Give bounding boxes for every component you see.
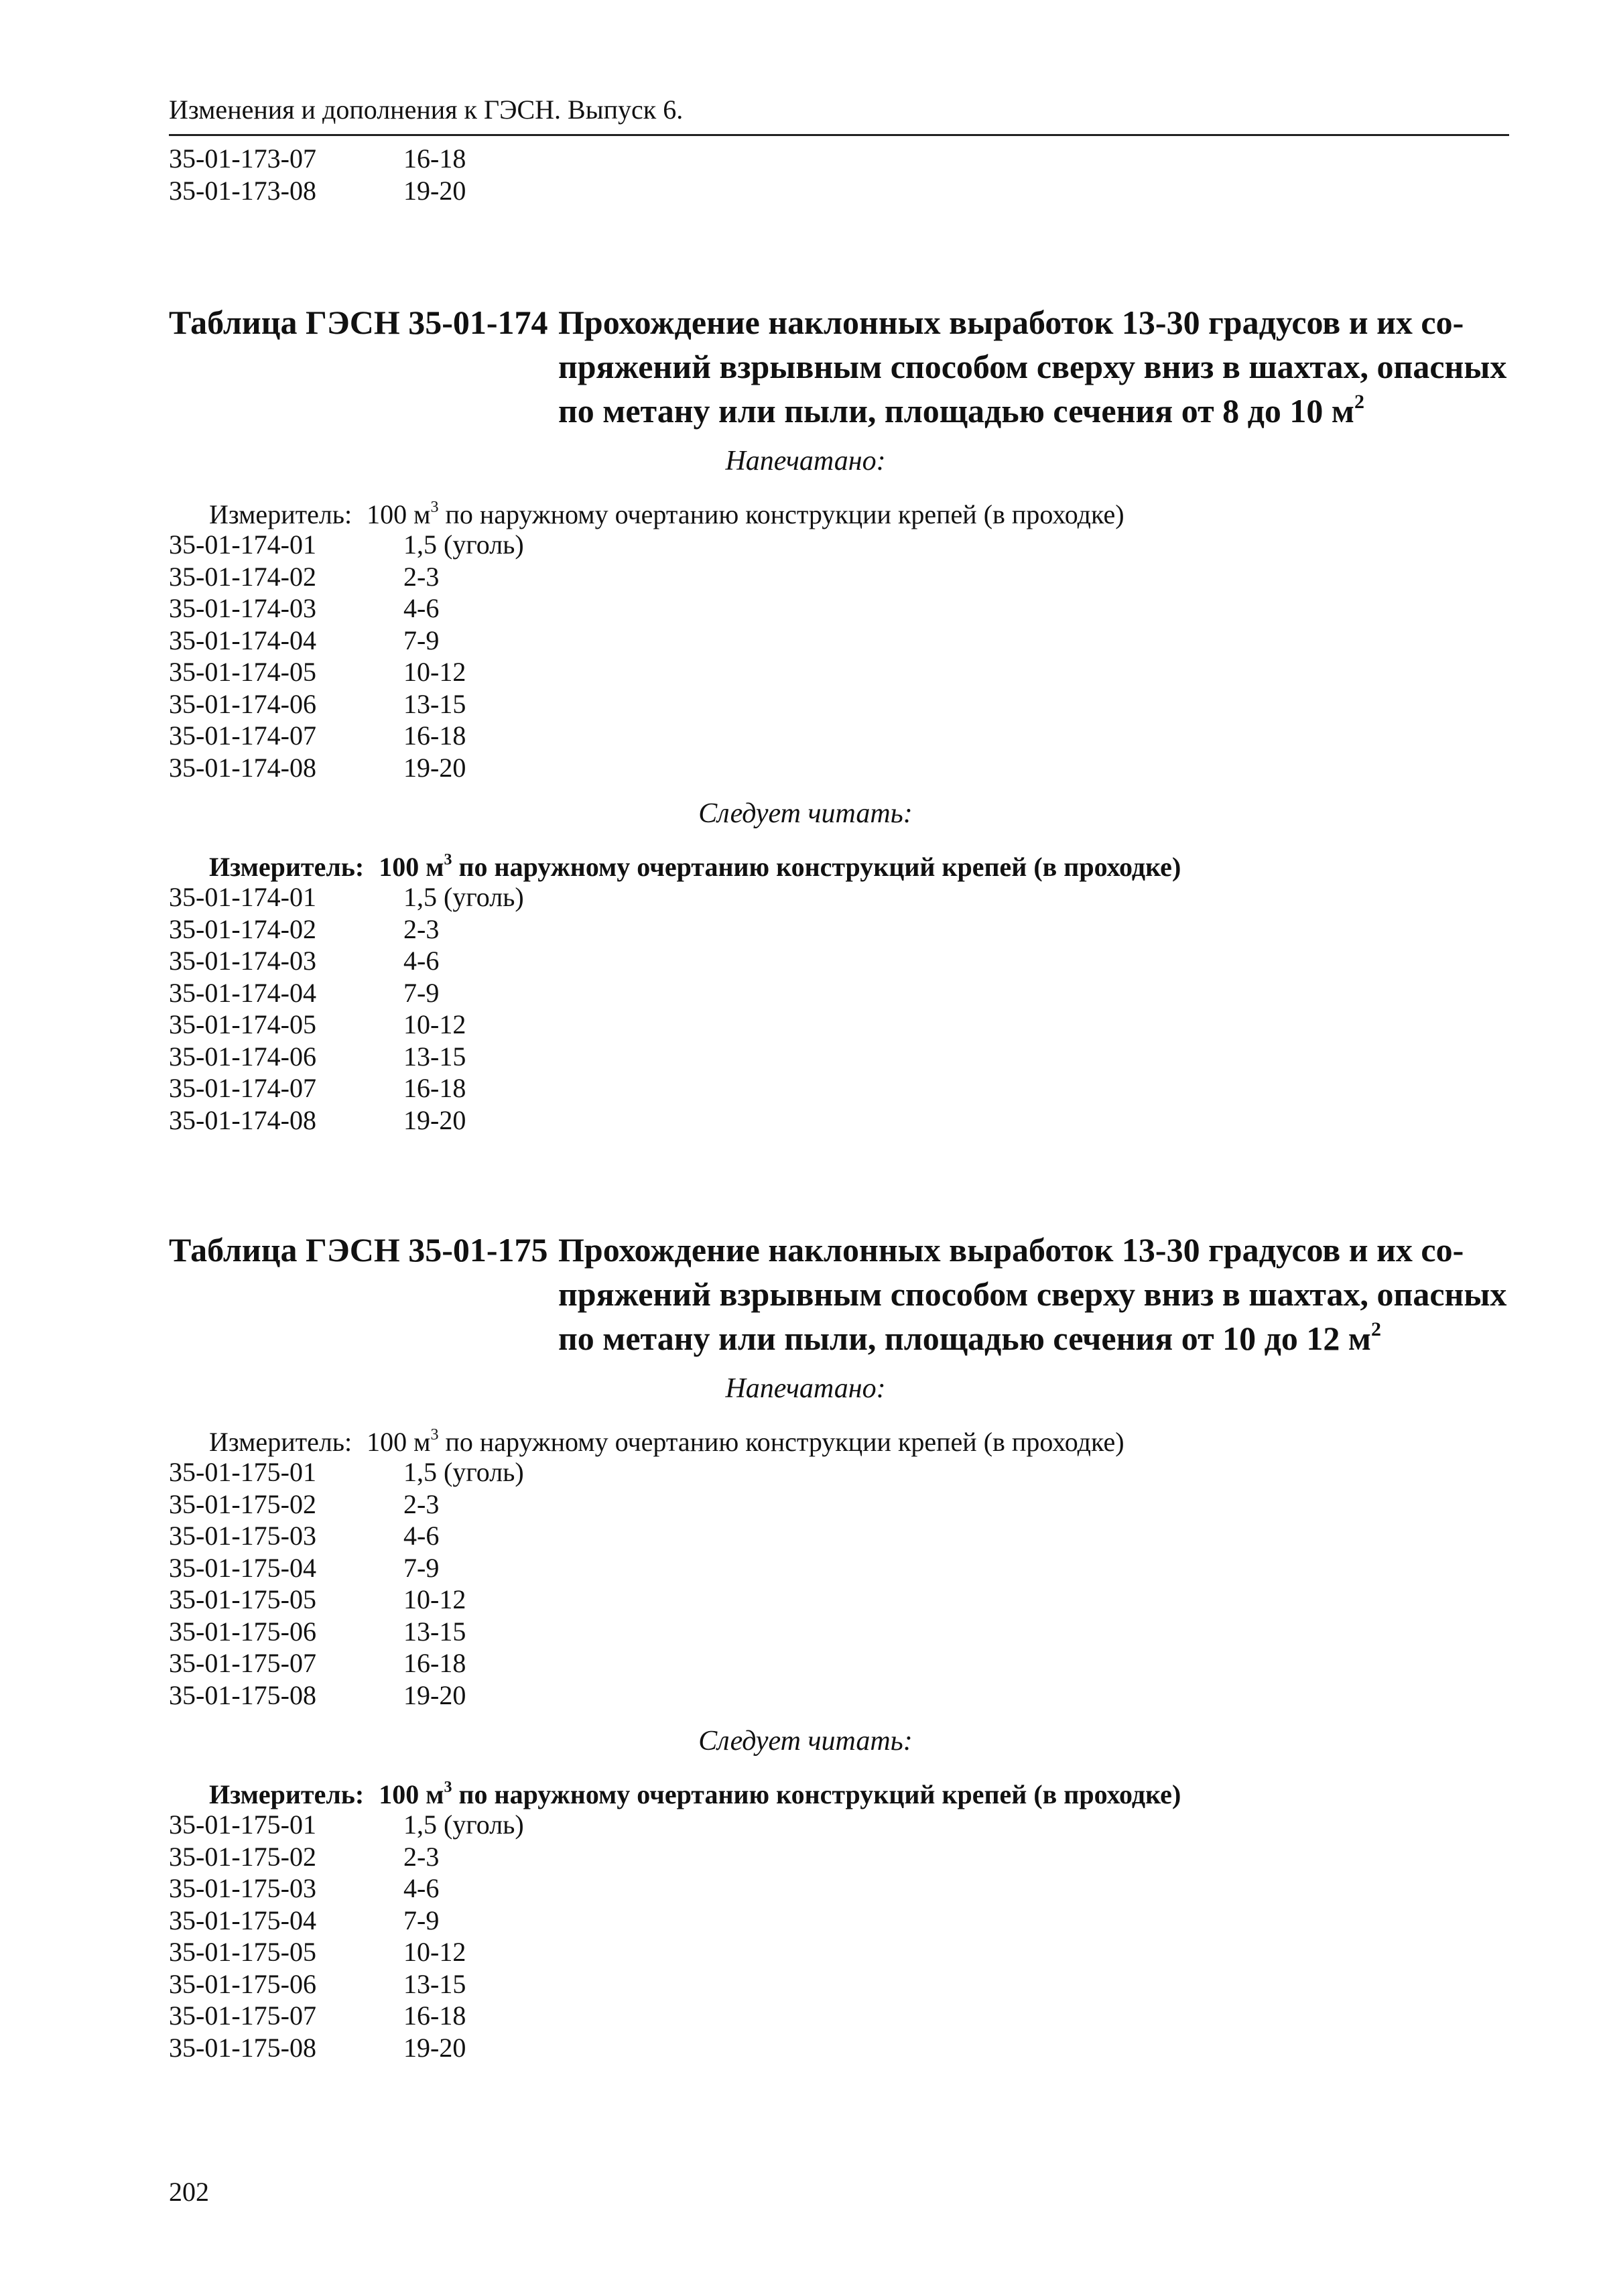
row-code: 35-01-174-05 <box>169 1009 316 1039</box>
printed-label: Напечатано: <box>725 1373 886 1404</box>
table-row <box>169 1457 524 1488</box>
table-row <box>169 2000 466 2031</box>
row-value: 4-6 <box>403 593 440 623</box>
row-value: 10-12 <box>403 1009 466 1039</box>
table-row <box>169 593 439 624</box>
superscript: 2 <box>1354 391 1364 413</box>
row-code: 35-01-174-02 <box>169 913 316 944</box>
unit-label: Измеритель: <box>209 1779 365 1809</box>
table-row <box>169 1073 466 1104</box>
row-value: 10-12 <box>403 1584 466 1614</box>
read-label: Следует читать: <box>698 798 913 829</box>
table-row <box>169 1873 439 1904</box>
row-value: 7-9 <box>403 1905 440 1935</box>
row-value: 2-3 <box>403 1841 440 1872</box>
section-table-label: Таблица ГЭСН 35-01-174 <box>169 304 548 341</box>
row-code: 35-01-175-06 <box>169 1616 316 1647</box>
row-value: 19-20 <box>403 2032 466 2063</box>
table-row <box>169 689 466 720</box>
row-code: 35-01-175-05 <box>169 1584 316 1614</box>
section-title <box>558 300 1510 433</box>
table-row <box>169 1521 439 1551</box>
header-rule <box>169 134 1509 136</box>
section-title-line: пряжений взрывным способом сверху вниз в шахтах, опасных <box>558 1275 1507 1313</box>
row-value: 1,5 (уголь) <box>403 882 524 912</box>
section-title-line: пряжений взрывным способом сверху вниз в шахтах, опасных <box>558 348 1507 385</box>
section-title-line: Прохождение наклонных выработок 13-30 градусов и их со- <box>558 1231 1464 1269</box>
unit-line <box>209 499 1124 530</box>
row-code: 35-01-174-05 <box>169 657 316 687</box>
table-row <box>169 1648 466 1679</box>
unit-value: 100 $м^3$ по наружному очертанию конструкций крепей (в проходке) <box>379 851 1181 882</box>
read-label: Следует читать: <box>698 1726 913 1757</box>
unit-label: Измеритель: <box>209 852 365 882</box>
unit-value: 100 $м^3$ по наружному очертанию конструкции крепей (в проходке) <box>367 499 1124 529</box>
row-code: 35-01-174-07 <box>169 720 316 751</box>
row-code: 35-01-175-01 <box>169 1457 316 1487</box>
table-row <box>169 1937 466 1968</box>
row-value: 7-9 <box>403 977 440 1008</box>
row-value: 19-20 <box>403 176 466 206</box>
row-value: 16-18 <box>403 1073 466 1103</box>
row-code: 35-01-174-04 <box>169 977 316 1008</box>
row-value: 1,5 (уголь) <box>403 1809 524 1840</box>
row-value: 2-3 <box>403 913 440 944</box>
table-row <box>169 1616 466 1647</box>
table-row <box>169 176 466 206</box>
row-value: 2-3 <box>403 1488 440 1519</box>
table-row <box>169 1041 466 1072</box>
printed-label: Напечатано: <box>725 446 886 476</box>
table-row <box>169 914 439 945</box>
table-row <box>169 1553 439 1584</box>
table-row <box>169 1009 466 1040</box>
row-code: 35-01-174-07 <box>169 1073 316 1103</box>
row-code: 35-01-173-07 <box>169 143 316 174</box>
table-row <box>169 562 439 592</box>
row-value: 16-18 <box>403 1648 466 1678</box>
row-code: 35-01-175-08 <box>169 1679 316 1710</box>
row-code: 35-01-174-02 <box>169 561 316 592</box>
row-value: 16-18 <box>403 720 466 751</box>
table-row <box>169 625 439 656</box>
row-value: 7-9 <box>403 625 440 655</box>
unit-label: Измеритель: <box>209 1427 352 1457</box>
table-row <box>169 1905 439 1936</box>
row-code: 35-01-173-08 <box>169 176 316 206</box>
running-header: Изменения и дополнения к ГЭСН. Выпуск 6. <box>169 94 684 125</box>
row-code: 35-01-175-04 <box>169 1905 316 1935</box>
section-title-line: по метану или пыли, площадью сечения от 10 до 12 $м^2$ <box>558 1318 1381 1357</box>
row-code: 35-01-175-03 <box>169 1521 316 1551</box>
unit-value: 100 $м^3$ по наружному очертанию конструкций крепей (в проходке) <box>379 1779 1181 1809</box>
unit-label: Измеритель: <box>209 499 352 529</box>
row-value: 4-6 <box>403 1521 440 1551</box>
table-row <box>169 1680 466 1711</box>
table-row <box>169 1969 466 2000</box>
row-value: 10-12 <box>403 657 466 687</box>
row-code: 35-01-174-06 <box>169 688 316 719</box>
row-value: 19-20 <box>403 1104 466 1135</box>
row-value: 19-20 <box>403 752 466 783</box>
row-code: 35-01-175-08 <box>169 2032 316 2063</box>
table-row <box>169 1842 439 1872</box>
row-code: 35-01-175-06 <box>169 1968 316 1999</box>
row-code: 35-01-175-07 <box>169 2000 316 2031</box>
unit-line <box>209 851 1181 883</box>
section-title-line: по метану или пыли, площадью сечения от 8 до 10 $м^2$ <box>558 391 1364 430</box>
table-row <box>169 1105 466 1136</box>
row-code: 35-01-175-02 <box>169 1841 316 1872</box>
table-row <box>169 753 466 783</box>
section-table-label: Таблица ГЭСН 35-01-175 <box>169 1231 548 1269</box>
row-code: 35-01-174-08 <box>169 1104 316 1135</box>
row-code: 35-01-175-01 <box>169 1809 316 1840</box>
table-row <box>169 1489 439 1520</box>
row-value: 7-9 <box>403 1552 440 1583</box>
row-code: 35-01-174-03 <box>169 946 316 976</box>
row-value: 2-3 <box>403 561 440 592</box>
row-code: 35-01-174-08 <box>169 752 316 783</box>
row-code: 35-01-175-07 <box>169 1648 316 1678</box>
section-title <box>558 1228 1510 1360</box>
row-value: 16-18 <box>403 143 466 174</box>
row-code: 35-01-175-02 <box>169 1488 316 1519</box>
row-code: 35-01-174-01 <box>169 529 316 560</box>
row-code: 35-01-175-05 <box>169 1937 316 1967</box>
unit-value: 100 $м^3$ по наружному очертанию конструкции крепей (в проходке) <box>367 1426 1124 1457</box>
table-row <box>169 720 466 751</box>
row-value: 4-6 <box>403 946 440 976</box>
row-value: 16-18 <box>403 2000 466 2031</box>
row-value: 13-15 <box>403 1041 466 1072</box>
row-code: 35-01-175-04 <box>169 1552 316 1583</box>
row-value: 13-15 <box>403 688 466 719</box>
row-code: 35-01-174-03 <box>169 593 316 623</box>
row-code: 35-01-174-06 <box>169 1041 316 1072</box>
row-value: 1,5 (уголь) <box>403 529 524 560</box>
table-row <box>169 946 439 976</box>
unit-line <box>209 1779 1181 1810</box>
row-value: 19-20 <box>403 1679 466 1710</box>
table-row <box>169 882 524 913</box>
page-number: 202 <box>169 2177 209 2207</box>
superscript: 2 <box>1371 1318 1381 1340</box>
section-title-line: Прохождение наклонных выработок 13-30 градусов и их со- <box>558 304 1464 341</box>
row-code: 35-01-174-01 <box>169 882 316 912</box>
row-value: 4-6 <box>403 1873 440 1903</box>
table-row <box>169 2033 466 2063</box>
row-code: 35-01-175-03 <box>169 1873 316 1903</box>
table-row <box>169 529 524 560</box>
table-row <box>169 143 466 174</box>
row-value: 13-15 <box>403 1616 466 1647</box>
table-row <box>169 657 466 688</box>
table-row <box>169 1584 466 1615</box>
unit-line <box>209 1426 1124 1458</box>
table-row <box>169 1809 524 1840</box>
row-code: 35-01-174-04 <box>169 625 316 655</box>
table-row <box>169 978 439 1009</box>
row-value: 1,5 (уголь) <box>403 1457 524 1487</box>
row-value: 13-15 <box>403 1968 466 1999</box>
row-value: 10-12 <box>403 1937 466 1967</box>
